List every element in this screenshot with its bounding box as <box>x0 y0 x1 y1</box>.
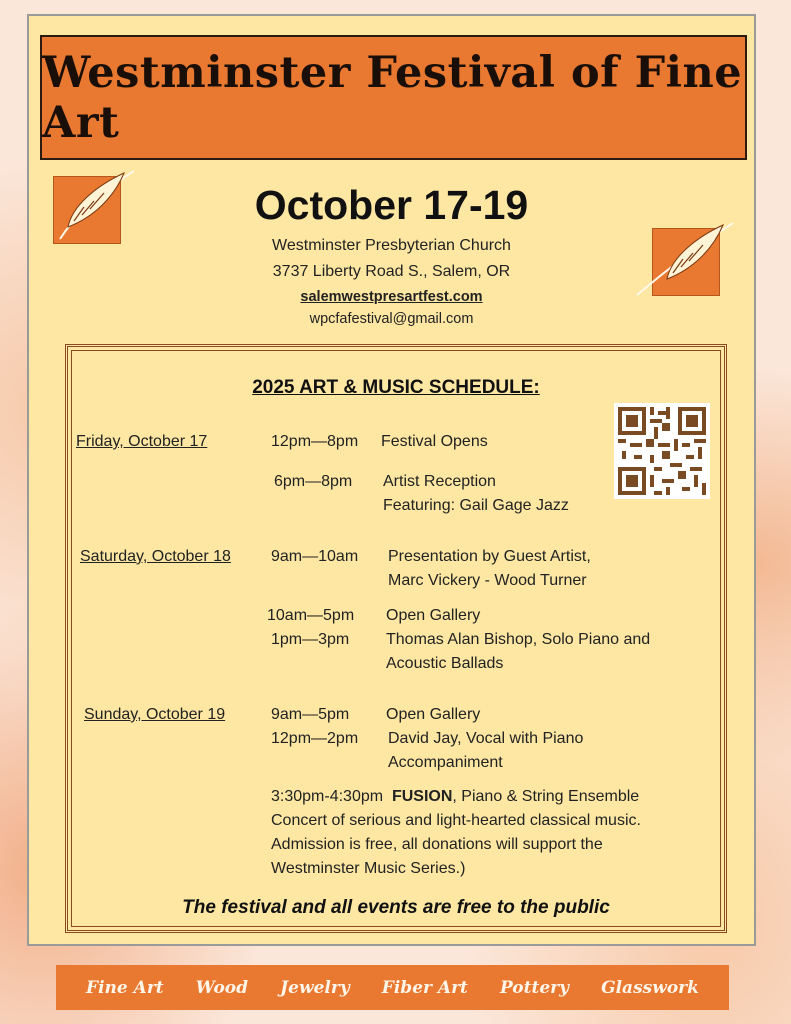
concert-desc: Concert of serious and light-hearted classical music. <box>271 812 641 829</box>
event-desc: Acoustic Ballads <box>386 655 504 672</box>
category-band <box>56 965 729 1010</box>
schedule-box <box>65 344 727 933</box>
event-time: 9am—5pm <box>271 706 350 723</box>
category-wood: Wood <box>195 977 249 998</box>
event-desc: Featuring: Gail Gage Jazz <box>383 497 569 514</box>
category-fine-art: Fine Art <box>86 977 164 998</box>
event-date: October 17-19 <box>254 182 529 228</box>
event-desc: Artist Reception <box>383 473 496 490</box>
event-time: 3:30pm-4:30pm <box>271 788 384 805</box>
day-sunday: Sunday, October 19 <box>84 706 226 723</box>
schedule-title: 2025 ART & MUSIC SCHEDULE: <box>252 377 540 398</box>
website-link[interactable]: salemwestpresartfest.com <box>300 289 483 305</box>
event-time: 9am—10am <box>271 548 359 565</box>
concert-line <box>271 788 639 806</box>
event-desc: Accompaniment <box>388 754 503 771</box>
category-jewelry: Jewelry <box>280 977 350 998</box>
page-title: Westminster Festival of Fine Art <box>42 47 743 148</box>
event-time: 1pm—3pm <box>271 631 350 648</box>
qr-code[interactable] <box>614 403 710 499</box>
venue-address: 3737 Liberty Road S., Salem, OR <box>272 263 511 280</box>
event-desc: Open Gallery <box>386 607 481 624</box>
event-desc: Presentation by Guest Artist, <box>388 548 591 565</box>
event-time: 10am—5pm <box>267 607 355 624</box>
concert-desc: Admission is free, all donations will support the <box>271 836 603 853</box>
ensemble-name: FUSION <box>391 788 453 805</box>
day-saturday: Saturday, October 18 <box>80 548 231 565</box>
day-friday: Friday, October 17 <box>76 433 208 450</box>
free-admission-note: The festival and all events are free to the public <box>182 897 610 918</box>
venue-name: Westminster Presbyterian Church <box>272 237 511 254</box>
poster <box>27 14 756 946</box>
event-desc: Festival Opens <box>381 433 488 450</box>
event-time: 6pm—8pm <box>274 473 353 490</box>
event-desc: Open Gallery <box>386 706 481 723</box>
event-time: 12pm—2pm <box>271 730 359 747</box>
title-banner <box>40 35 747 160</box>
event-time: 12pm—8pm <box>271 433 359 450</box>
email-address: wpcfafestival@gmail.com <box>309 311 474 327</box>
concert-desc: Westminster Music Series.) <box>271 860 466 877</box>
category-pottery: Pottery <box>499 977 569 998</box>
event-desc: Marc Vickery - Wood Turner <box>388 572 587 589</box>
category-fiber-art: Fiber Art <box>381 977 468 998</box>
event-desc: , Piano & String Ensemble <box>452 788 640 805</box>
event-desc: Thomas Alan Bishop, Solo Piano and <box>386 631 651 648</box>
category-glasswork: Glasswork <box>601 977 699 998</box>
event-desc: David Jay, Vocal with Piano <box>388 730 584 747</box>
